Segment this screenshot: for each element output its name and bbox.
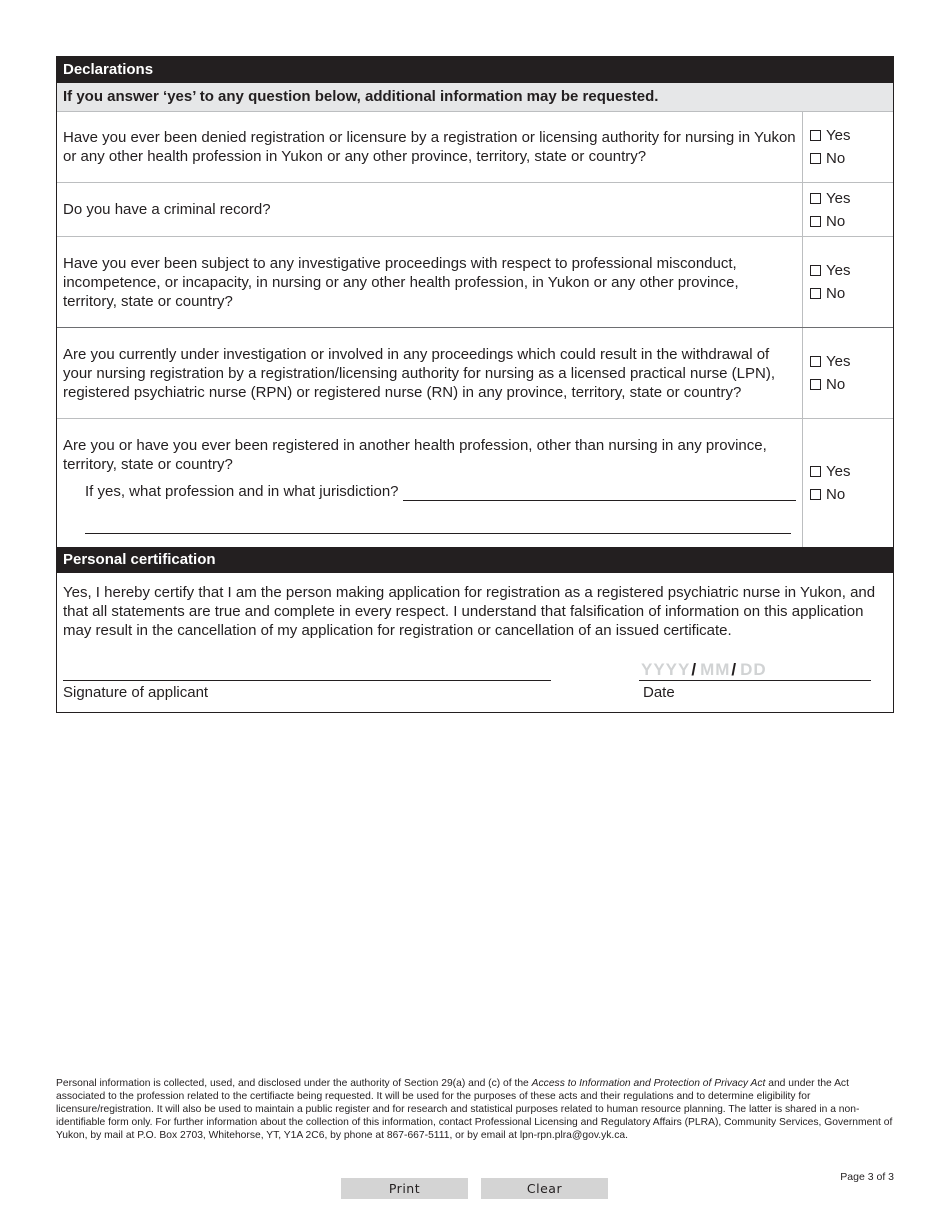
followup-row-2 (63, 515, 796, 534)
profession-jurisdiction-input[interactable] (403, 482, 797, 501)
followup-row (63, 482, 796, 501)
answer-options (803, 237, 893, 327)
answer-options (803, 419, 893, 547)
date-year-placeholder[interactable]: YYYY (641, 660, 691, 679)
yes-checkbox[interactable] (810, 356, 821, 367)
declarations-form (56, 56, 894, 713)
privacy-act-name: Access to Information and Protection of Privacy Act (531, 1078, 766, 1089)
no-label: No (826, 285, 846, 302)
privacy-text-after: and under the Act associated to the profession related to the certifiacte being requested. It will be used for the purposes of these acts and their regulations and to determine eligibility for licensure/registration. It will also be used to maintain a public register and for research and statistical purposes related to human resource planning. The latter is shared in a non-identifiable form only. For further information about the collection of this information, contact Professional Licensing and Regulatory Affairs (PLRA), Community Services, Government of Yukon, by mail at P.O. Box 2703, Whitehorse, YT, Y1A 2C6, by phone at 867-667-5111, or by email at lpn-rpn.plra@gov.yk.ca. (56, 1078, 893, 1141)
no-checkbox[interactable] (810, 216, 821, 227)
no-label: No (826, 150, 846, 167)
no-checkbox[interactable] (810, 153, 821, 164)
no-checkbox[interactable] (810, 489, 821, 500)
question-row (57, 328, 893, 419)
no-checkbox[interactable] (810, 379, 821, 390)
signature-label: Signature of applicant (63, 684, 209, 701)
clear-button[interactable]: Clear (481, 1178, 608, 1199)
question-text: Are you currently under investigation or involved in any proceedings which could result in the withdrawal of your nursing registration by a registration/licensing authority for nursing as a licensed practical nurse (LPN), registered psychiatric nurse (RPN) or registered nurse (RN) in any province, territory, state or country? (57, 328, 803, 418)
profession-jurisdiction-input-2[interactable] (85, 515, 791, 534)
yes-checkbox[interactable] (810, 265, 821, 276)
yes-checkbox[interactable] (810, 130, 821, 141)
no-label: No (826, 376, 846, 393)
privacy-notice (56, 1077, 896, 1142)
no-label: No (826, 486, 846, 503)
yes-label: Yes (826, 262, 851, 279)
no-label: No (826, 212, 846, 230)
date-separator: / (731, 660, 738, 679)
answer-options (803, 328, 893, 418)
declarations-instruction: If you answer ‘yes’ to any question below, additional information may be requested. (57, 83, 893, 112)
yes-label: Yes (826, 127, 851, 144)
no-option[interactable] (810, 210, 893, 233)
question-row (57, 112, 893, 183)
question-text: Have you ever been denied registration or licensure by a registration or licensing authority for nursing in Yukon or any other health profession in Yukon or any other province, territory, state or country? (57, 112, 803, 182)
yes-option[interactable] (810, 259, 893, 282)
yes-checkbox[interactable] (810, 193, 821, 204)
date-separator: / (691, 660, 698, 679)
yes-option[interactable] (810, 460, 893, 483)
date-month-placeholder[interactable]: MM (700, 660, 731, 679)
page-number: Page 3 of 3 (840, 1171, 894, 1183)
yes-label: Yes (826, 353, 851, 370)
yes-option[interactable] (810, 187, 893, 210)
date-label: Date (643, 684, 675, 701)
yes-checkbox[interactable] (810, 466, 821, 477)
yes-label: Yes (826, 463, 851, 480)
no-option[interactable] (810, 483, 893, 506)
certification-text: Yes, I hereby certify that I am the person making application for registration as a registered psychiatric nurse in Yukon, and that all statements are true and complete in every respect. I understand that falsification of information on this application may result in the cancellation of my application for registration or cancellation of an issued certificate. (63, 584, 876, 639)
no-option[interactable] (810, 147, 893, 170)
signature-field[interactable] (63, 662, 551, 681)
no-option[interactable] (810, 373, 893, 396)
declarations-header: Declarations (57, 57, 893, 83)
question-row (57, 237, 893, 328)
question-text-block (57, 419, 803, 547)
print-button[interactable]: Print (341, 1178, 468, 1199)
date-day-placeholder[interactable]: DD (740, 660, 767, 679)
question-row (57, 183, 893, 237)
privacy-text-before: Personal information is collected, used, and disclosed under the authority of Section 29(a) and (c) of the (56, 1078, 532, 1089)
question-text: Do you have a criminal record? (57, 183, 803, 236)
yes-option[interactable] (810, 350, 893, 373)
question-text: Are you or have you ever been registered in another health profession, other than nursing in any province, territory, state or country? (63, 437, 767, 473)
signature-area (57, 640, 893, 712)
no-option[interactable] (810, 282, 893, 305)
question-row (57, 419, 893, 547)
date-field[interactable] (639, 660, 871, 681)
yes-label: Yes (826, 189, 851, 207)
answer-options (803, 112, 893, 182)
certification-header: Personal certification (57, 547, 893, 573)
yes-option[interactable] (810, 124, 893, 147)
answer-options (803, 183, 893, 236)
no-checkbox[interactable] (810, 288, 821, 299)
followup-label: If yes, what profession and in what jurisdiction? (85, 483, 399, 500)
question-text: Have you ever been subject to any investigative proceedings with respect to professional misconduct, incompetence, or incapacity, in nursing or any other health profession, in Yukon or any other province, territory, state or country? (57, 237, 803, 327)
